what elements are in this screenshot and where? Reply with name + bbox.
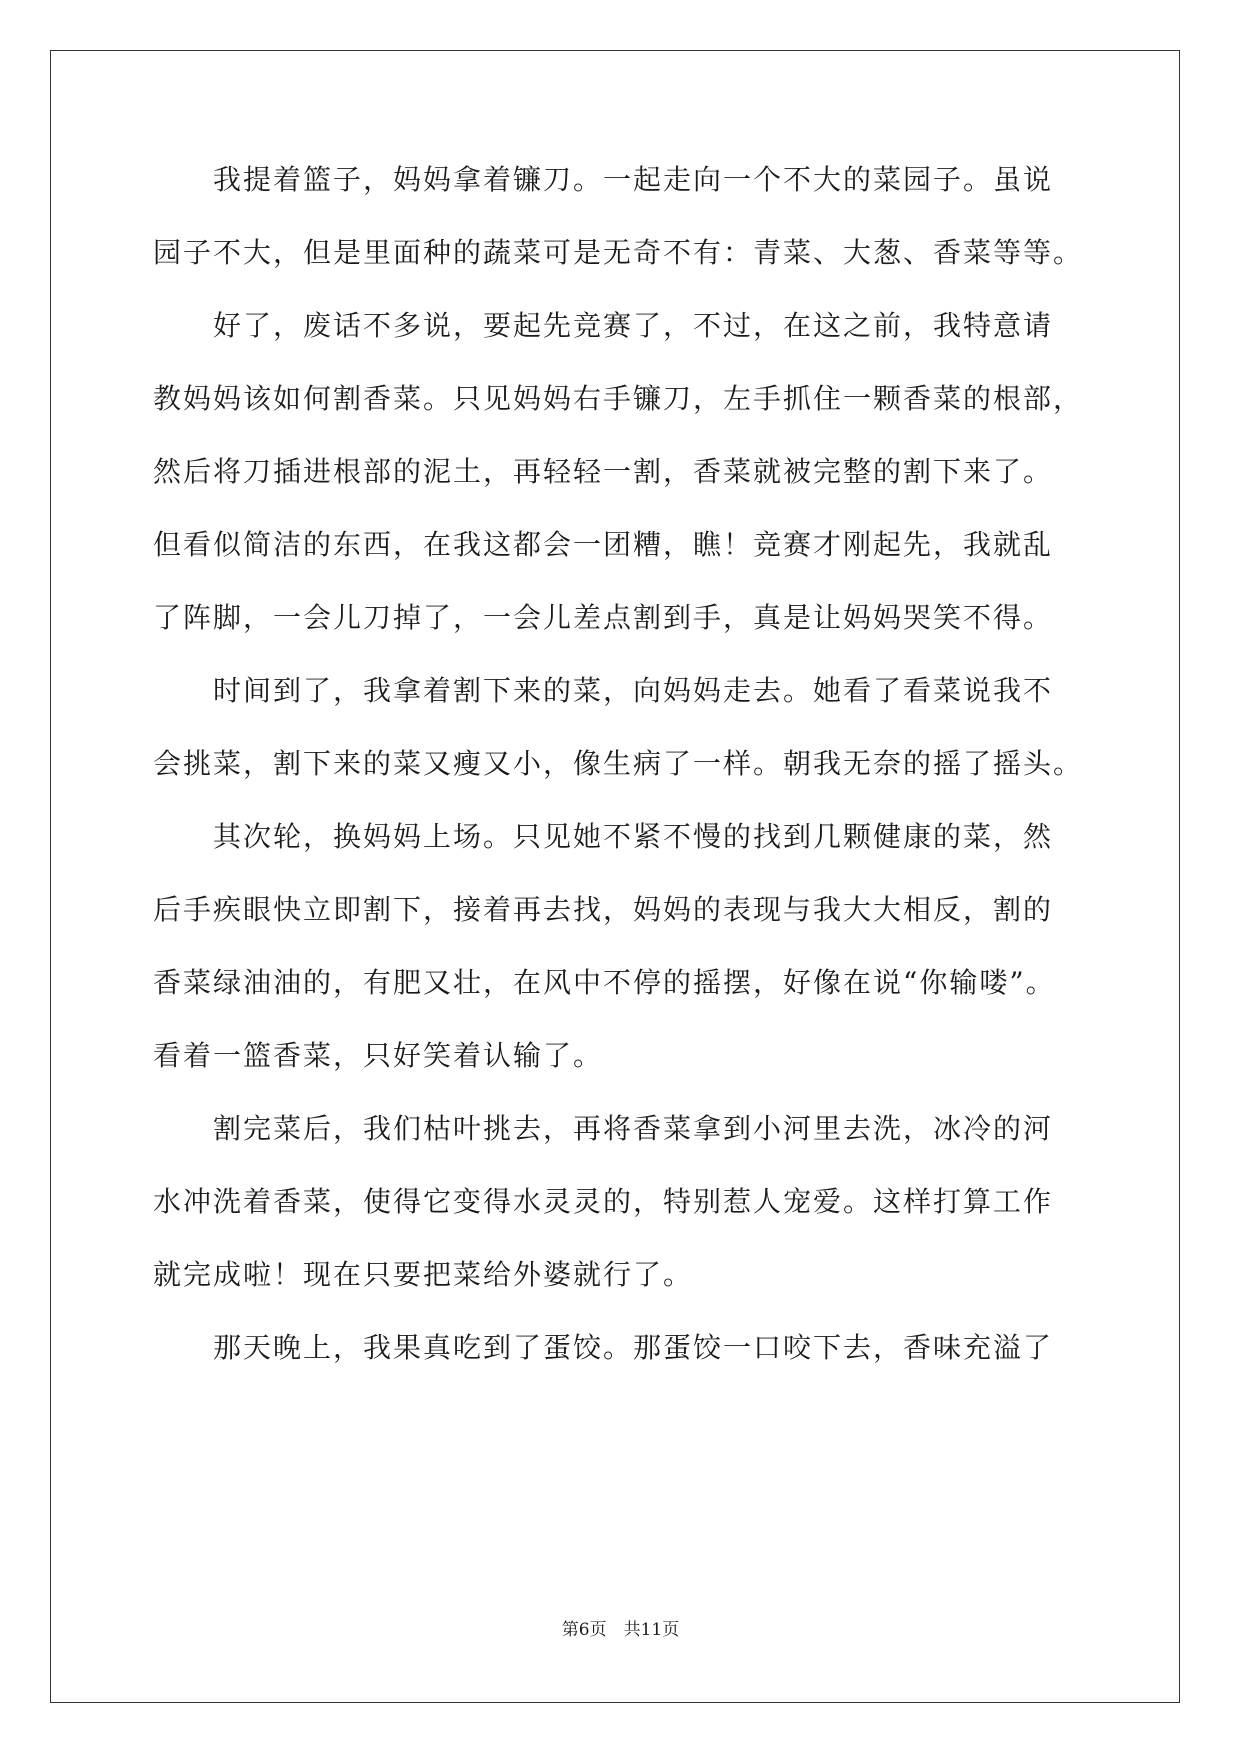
- text-line: 后手疾眼快立即割下，接着再去找，妈妈的表现与我大大相反，割的: [153, 893, 1054, 926]
- text-line: 了阵脚，一会儿刀掉了，一会儿差点割到手，真是让妈妈哭笑不得。: [153, 601, 1054, 634]
- text-line: 我提着篮子，妈妈拿着镰刀。一起走向一个不大的菜园子。虽说: [153, 163, 1054, 196]
- text-line: 会挑菜，割下来的菜又瘦又小，像生病了一样。朝我无奈的摇了摇头。: [153, 747, 1084, 780]
- text-line: 看着一篮香菜，只好笑着认输了。: [153, 1039, 604, 1072]
- text-line: 那天晚上，我果真吃到了蛋饺。那蛋饺一口咬下去，香味充溢了: [153, 1331, 1054, 1364]
- text-line: 然后将刀插进根部的泥土，再轻轻一割，香菜就被完整的割下来了。: [153, 455, 1054, 488]
- text-line: 其次轮，换妈妈上场。只见她不紧不慢的找到几颗健康的菜，然: [153, 820, 1054, 853]
- page-number-footer: 第6页 共11页: [561, 1620, 680, 1640]
- text-line: 好了，废话不多说，要起先竞赛了，不过，在这之前，我特意请: [153, 309, 1054, 342]
- text-line: 香菜绿油油的，有肥又壮，在风中不停的摇摆，好像在说“你输喽”。: [153, 966, 1056, 999]
- text-line: 时间到了，我拿着割下来的菜，向妈妈走去。她看了看菜说我不: [153, 674, 1054, 707]
- text-line: 水冲洗着香菜，使得它变得水灵灵的，特别惹人宠爱。这样打算工作: [153, 1185, 1054, 1218]
- page-frame: [50, 50, 1180, 1703]
- text-line: 割完菜后，我们枯叶挑去，再将香菜拿到小河里去洗，冰冷的河: [153, 1112, 1054, 1145]
- text-line: 园子不大，但是里面种的蔬菜可是无奇不有：青菜、大葱、香菜等等。: [153, 236, 1084, 269]
- text-line: 就完成啦！现在只要把菜给外婆就行了。: [153, 1258, 694, 1291]
- text-line: 教妈妈该如何割香菜。只见妈妈右手镰刀，左手抓住一颗香菜的根部，: [153, 382, 1084, 415]
- text-line: 但看似简洁的东西，在我这都会一团糟，瞧！竞赛才刚起先，我就乱: [153, 528, 1054, 561]
